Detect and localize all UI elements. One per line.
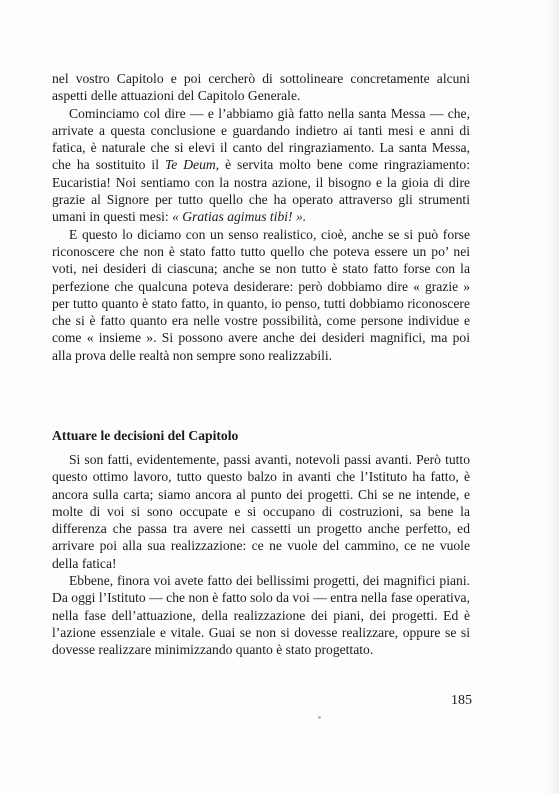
paragraph: E questo lo diciamo con un senso realistico, cioè, anche se si può forse riconoscere che non è stato fatto tutto quello che poteva essere un po’ nei voti, nei desideri di ciascuna; anche se non tutto è stato fatto forse con la perfezione che qualcuna poteva desiderare: però dobbiamo dire « grazie » per tutto quanto è stato fatto, in quanto, io penso, tutti dobbiamo riconoscere che si è fatto quanto era nelle vostre possibilità, come persone individue e come « insieme ». Si possono avere anche dei desideri magnifici, ma poi alla prova delle realtà non sempre sono realizzabili. bbox=[52, 226, 470, 363]
italic-text: « Gratias agimus tibi! ». bbox=[172, 209, 307, 225]
paragraph-text: è servita molto bene come ringraziamento: Eucaristia! Noi sentiamo con la nostra azione, il bisogno e la gioia di dire grazie al Signore per tutto quello che ha operato attraverso gli strumenti umani in questi mesi: bbox=[52, 157, 470, 225]
paragraph: Ebbene, finora voi avete fatto dei bellissimi progetti, dei magnifici piani. Da oggi l’Istituto — che non è fatto solo da voi — entra nella fase operativa, nella fase dell’attuazione, della realizzazione dei piani, dei progetti. Ed è l’azione essenziale e vitale. Guai se non si dovesse realizzare, oppure se si dovesse realizzare minimizzando quanto è stato progettato. bbox=[52, 573, 470, 658]
paragraph bbox=[52, 105, 470, 226]
italic-text: Te Deum, bbox=[164, 157, 220, 173]
page-edge-shadow bbox=[549, 0, 559, 794]
page-number: 185 bbox=[451, 693, 472, 708]
section-heading: Attuare le decisioni del Capitolo bbox=[52, 428, 239, 443]
print-mark bbox=[318, 716, 321, 719]
text-block-section bbox=[52, 451, 470, 659]
paragraph-text: Cominciamo col dire — e l’abbiamo già fatto nella santa Messa — che, arrivate a questa conclusione e guardando indietro ai tanti mesi e anni di fatica, è naturale che si elevi il canto del ringraziamento. La santa Messa, che ha sostituito il bbox=[52, 105, 470, 173]
text-block-intro bbox=[52, 70, 470, 364]
paragraph: nel vostro Capitolo e poi cercherò di sottolineare concretamente alcuni aspetti delle attuazioni del Capitolo Generale. bbox=[52, 71, 470, 104]
paragraph: Si son fatti, evidentemente, passi avanti, notevoli passi avanti. Però tutto questo ottimo lavoro, tutto questo balzo in avanti che l’Istituto ha fatto, è ancora sulla carta; siamo ancora al punto dei progetti. Chi se ne intende, e molte di voi si sono occupate e si occupano di costruzioni, sa bene la differenza che passa tra avere nei cassetti un progetto anche perfetto, ed arrivare poi alla sua realizzazione: ce ne vuole del cammino, ce ne vuole della fatica! bbox=[52, 452, 470, 571]
